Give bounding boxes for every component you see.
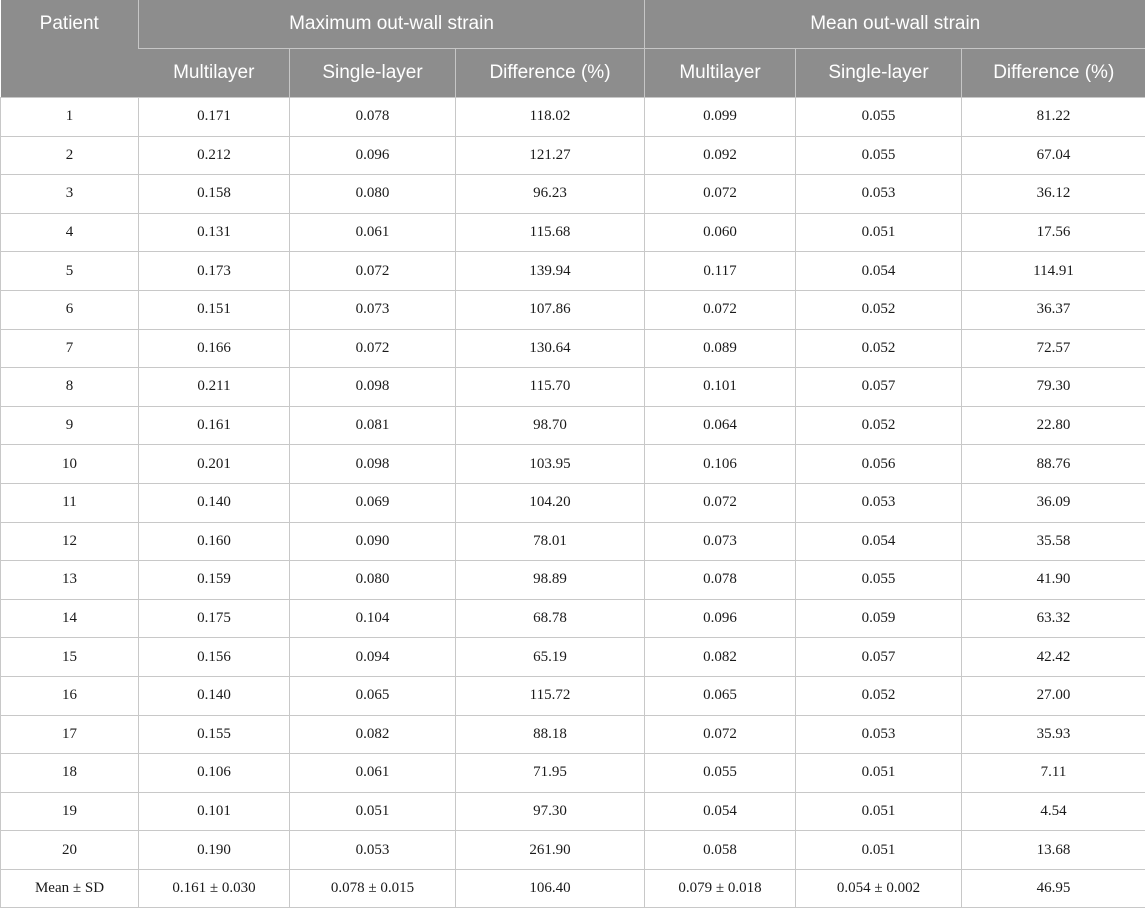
- patient-cell: 12: [1, 522, 139, 561]
- mean-multilayer-cell: 0.079 ± 0.018: [645, 869, 796, 908]
- max-difference-cell: 78.01: [456, 522, 645, 561]
- table-body: [1, 98, 1145, 908]
- patient-cell: 1: [1, 98, 139, 137]
- table-row: [1, 252, 1145, 291]
- mean-multilayer-cell: 0.060: [645, 213, 796, 252]
- patient-cell: 17: [1, 715, 139, 754]
- max-single-layer-cell: 0.080: [290, 561, 456, 600]
- max-single-layer-cell: 0.078: [290, 98, 456, 137]
- max-difference-cell: 115.68: [456, 213, 645, 252]
- max-single-layer-cell: 0.098: [290, 368, 456, 407]
- max-multilayer-cell: 0.190: [139, 831, 290, 870]
- max-multilayer-cell: 0.161: [139, 406, 290, 445]
- max-single-layer-cell: 0.061: [290, 213, 456, 252]
- mean-difference-cell: 41.90: [962, 561, 1145, 600]
- patient-cell: 2: [1, 136, 139, 175]
- mean-difference-cell: 22.80: [962, 406, 1145, 445]
- patient-cell: Mean ± SD: [1, 869, 139, 908]
- header-mean-difference: Difference (%): [962, 49, 1145, 98]
- max-multilayer-cell: 0.212: [139, 136, 290, 175]
- max-difference-cell: 118.02: [456, 98, 645, 137]
- table-row: [1, 175, 1145, 214]
- mean-single-layer-cell: 0.054: [796, 522, 962, 561]
- max-multilayer-cell: 0.160: [139, 522, 290, 561]
- max-single-layer-cell: 0.104: [290, 599, 456, 638]
- max-single-layer-cell: 0.061: [290, 754, 456, 793]
- header-group-maximum: Maximum out-wall strain: [139, 0, 645, 49]
- max-multilayer-cell: 0.158: [139, 175, 290, 214]
- mean-multilayer-cell: 0.101: [645, 368, 796, 407]
- table-row: [1, 792, 1145, 831]
- max-single-layer-cell: 0.090: [290, 522, 456, 561]
- max-difference-cell: 115.72: [456, 676, 645, 715]
- patient-cell: 11: [1, 483, 139, 522]
- patient-cell: 13: [1, 561, 139, 600]
- mean-multilayer-cell: 0.082: [645, 638, 796, 677]
- header-group-mean: Mean out-wall strain: [645, 0, 1145, 49]
- mean-single-layer-cell: 0.053: [796, 483, 962, 522]
- mean-single-layer-cell: 0.051: [796, 831, 962, 870]
- mean-single-layer-cell: 0.052: [796, 290, 962, 329]
- max-single-layer-cell: 0.098: [290, 445, 456, 484]
- mean-multilayer-cell: 0.078: [645, 561, 796, 600]
- patient-cell: 7: [1, 329, 139, 368]
- max-multilayer-cell: 0.155: [139, 715, 290, 754]
- table-row: [1, 599, 1145, 638]
- table-row: [1, 406, 1145, 445]
- mean-difference-cell: 35.93: [962, 715, 1145, 754]
- max-difference-cell: 98.89: [456, 561, 645, 600]
- max-difference-cell: 96.23: [456, 175, 645, 214]
- patient-cell: 9: [1, 406, 139, 445]
- max-single-layer-cell: 0.073: [290, 290, 456, 329]
- max-multilayer-cell: 0.140: [139, 483, 290, 522]
- patient-cell: 15: [1, 638, 139, 677]
- max-multilayer-cell: 0.173: [139, 252, 290, 291]
- max-difference-cell: 115.70: [456, 368, 645, 407]
- header-row-groups: [1, 0, 1145, 49]
- patient-cell: 3: [1, 175, 139, 214]
- patient-cell: 19: [1, 792, 139, 831]
- mean-multilayer-cell: 0.064: [645, 406, 796, 445]
- table-row: [1, 522, 1145, 561]
- mean-difference-cell: 36.09: [962, 483, 1145, 522]
- mean-multilayer-cell: 0.072: [645, 290, 796, 329]
- table-row: [1, 676, 1145, 715]
- mean-difference-cell: 114.91: [962, 252, 1145, 291]
- mean-difference-cell: 35.58: [962, 522, 1145, 561]
- max-single-layer-cell: 0.080: [290, 175, 456, 214]
- mean-single-layer-cell: 0.056: [796, 445, 962, 484]
- max-single-layer-cell: 0.051: [290, 792, 456, 831]
- max-multilayer-cell: 0.201: [139, 445, 290, 484]
- mean-multilayer-cell: 0.089: [645, 329, 796, 368]
- max-difference-cell: 107.86: [456, 290, 645, 329]
- table-row: [1, 445, 1145, 484]
- max-difference-cell: 65.19: [456, 638, 645, 677]
- mean-multilayer-cell: 0.055: [645, 754, 796, 793]
- patient-cell: 5: [1, 252, 139, 291]
- max-multilayer-cell: 0.106: [139, 754, 290, 793]
- mean-single-layer-cell: 0.053: [796, 715, 962, 754]
- max-single-layer-cell: 0.065: [290, 676, 456, 715]
- max-multilayer-cell: 0.140: [139, 676, 290, 715]
- mean-single-layer-cell: 0.052: [796, 676, 962, 715]
- mean-single-layer-cell: 0.057: [796, 638, 962, 677]
- mean-difference-cell: 36.12: [962, 175, 1145, 214]
- max-multilayer-cell: 0.131: [139, 213, 290, 252]
- table-row: [1, 213, 1145, 252]
- mean-single-layer-cell: 0.052: [796, 329, 962, 368]
- mean-single-layer-cell: 0.051: [796, 213, 962, 252]
- mean-single-layer-cell: 0.055: [796, 561, 962, 600]
- table-row: [1, 561, 1145, 600]
- mean-single-layer-cell: 0.052: [796, 406, 962, 445]
- header-max-single-layer: Single-layer: [290, 49, 456, 98]
- max-single-layer-cell: 0.082: [290, 715, 456, 754]
- max-single-layer-cell: 0.081: [290, 406, 456, 445]
- table-row: [1, 290, 1145, 329]
- header-patient: Patient: [1, 0, 139, 98]
- mean-multilayer-cell: 0.054: [645, 792, 796, 831]
- mean-multilayer-cell: 0.058: [645, 831, 796, 870]
- mean-multilayer-cell: 0.092: [645, 136, 796, 175]
- table-row: [1, 831, 1145, 870]
- table-row: [1, 754, 1145, 793]
- mean-multilayer-cell: 0.072: [645, 483, 796, 522]
- mean-multilayer-cell: 0.099: [645, 98, 796, 137]
- max-single-layer-cell: 0.078 ± 0.015: [290, 869, 456, 908]
- mean-multilayer-cell: 0.106: [645, 445, 796, 484]
- max-difference-cell: 139.94: [456, 252, 645, 291]
- header-max-difference: Difference (%): [456, 49, 645, 98]
- mean-difference-cell: 17.56: [962, 213, 1145, 252]
- header-row-columns: [1, 49, 1145, 98]
- max-difference-cell: 104.20: [456, 483, 645, 522]
- mean-single-layer-cell: 0.055: [796, 98, 962, 137]
- patient-cell: 8: [1, 368, 139, 407]
- max-difference-cell: 261.90: [456, 831, 645, 870]
- table-row: [1, 136, 1145, 175]
- patient-cell: 18: [1, 754, 139, 793]
- mean-single-layer-cell: 0.057: [796, 368, 962, 407]
- max-difference-cell: 106.40: [456, 869, 645, 908]
- max-multilayer-cell: 0.101: [139, 792, 290, 831]
- mean-single-layer-cell: 0.051: [796, 754, 962, 793]
- header-mean-multilayer: Multilayer: [645, 49, 796, 98]
- max-difference-cell: 88.18: [456, 715, 645, 754]
- mean-single-layer-cell: 0.055: [796, 136, 962, 175]
- mean-difference-cell: 63.32: [962, 599, 1145, 638]
- max-difference-cell: 103.95: [456, 445, 645, 484]
- max-single-layer-cell: 0.096: [290, 136, 456, 175]
- patient-cell: 20: [1, 831, 139, 870]
- max-single-layer-cell: 0.094: [290, 638, 456, 677]
- max-difference-cell: 121.27: [456, 136, 645, 175]
- mean-difference-cell: 72.57: [962, 329, 1145, 368]
- mean-multilayer-cell: 0.072: [645, 715, 796, 754]
- max-multilayer-cell: 0.175: [139, 599, 290, 638]
- header-max-multilayer: Multilayer: [139, 49, 290, 98]
- mean-difference-cell: 79.30: [962, 368, 1145, 407]
- table-row: [1, 483, 1145, 522]
- mean-difference-cell: 81.22: [962, 98, 1145, 137]
- mean-difference-cell: 42.42: [962, 638, 1145, 677]
- max-multilayer-cell: 0.166: [139, 329, 290, 368]
- mean-difference-cell: 13.68: [962, 831, 1145, 870]
- summary-row: [1, 869, 1145, 908]
- mean-difference-cell: 36.37: [962, 290, 1145, 329]
- max-difference-cell: 71.95: [456, 754, 645, 793]
- max-difference-cell: 68.78: [456, 599, 645, 638]
- max-difference-cell: 97.30: [456, 792, 645, 831]
- table-row: [1, 329, 1145, 368]
- mean-difference-cell: 27.00: [962, 676, 1145, 715]
- mean-difference-cell: 46.95: [962, 869, 1145, 908]
- patient-cell: 6: [1, 290, 139, 329]
- max-multilayer-cell: 0.156: [139, 638, 290, 677]
- mean-difference-cell: 7.11: [962, 754, 1145, 793]
- max-difference-cell: 98.70: [456, 406, 645, 445]
- table-row: [1, 368, 1145, 407]
- max-multilayer-cell: 0.171: [139, 98, 290, 137]
- mean-difference-cell: 67.04: [962, 136, 1145, 175]
- table-row: [1, 638, 1145, 677]
- max-multilayer-cell: 0.151: [139, 290, 290, 329]
- mean-single-layer-cell: 0.054 ± 0.002: [796, 869, 962, 908]
- patient-cell: 10: [1, 445, 139, 484]
- patient-cell: 14: [1, 599, 139, 638]
- mean-multilayer-cell: 0.065: [645, 676, 796, 715]
- mean-multilayer-cell: 0.072: [645, 175, 796, 214]
- max-single-layer-cell: 0.069: [290, 483, 456, 522]
- mean-difference-cell: 4.54: [962, 792, 1145, 831]
- patient-cell: 4: [1, 213, 139, 252]
- mean-multilayer-cell: 0.096: [645, 599, 796, 638]
- max-difference-cell: 130.64: [456, 329, 645, 368]
- table-header: [1, 0, 1145, 98]
- mean-multilayer-cell: 0.073: [645, 522, 796, 561]
- mean-multilayer-cell: 0.117: [645, 252, 796, 291]
- max-single-layer-cell: 0.053: [290, 831, 456, 870]
- max-single-layer-cell: 0.072: [290, 252, 456, 291]
- table-row: [1, 715, 1145, 754]
- mean-difference-cell: 88.76: [962, 445, 1145, 484]
- mean-single-layer-cell: 0.059: [796, 599, 962, 638]
- table-row: [1, 98, 1145, 137]
- mean-single-layer-cell: 0.054: [796, 252, 962, 291]
- patient-cell: 16: [1, 676, 139, 715]
- mean-single-layer-cell: 0.051: [796, 792, 962, 831]
- max-multilayer-cell: 0.161 ± 0.030: [139, 869, 290, 908]
- max-multilayer-cell: 0.159: [139, 561, 290, 600]
- header-mean-single-layer: Single-layer: [796, 49, 962, 98]
- max-single-layer-cell: 0.072: [290, 329, 456, 368]
- max-multilayer-cell: 0.211: [139, 368, 290, 407]
- mean-single-layer-cell: 0.053: [796, 175, 962, 214]
